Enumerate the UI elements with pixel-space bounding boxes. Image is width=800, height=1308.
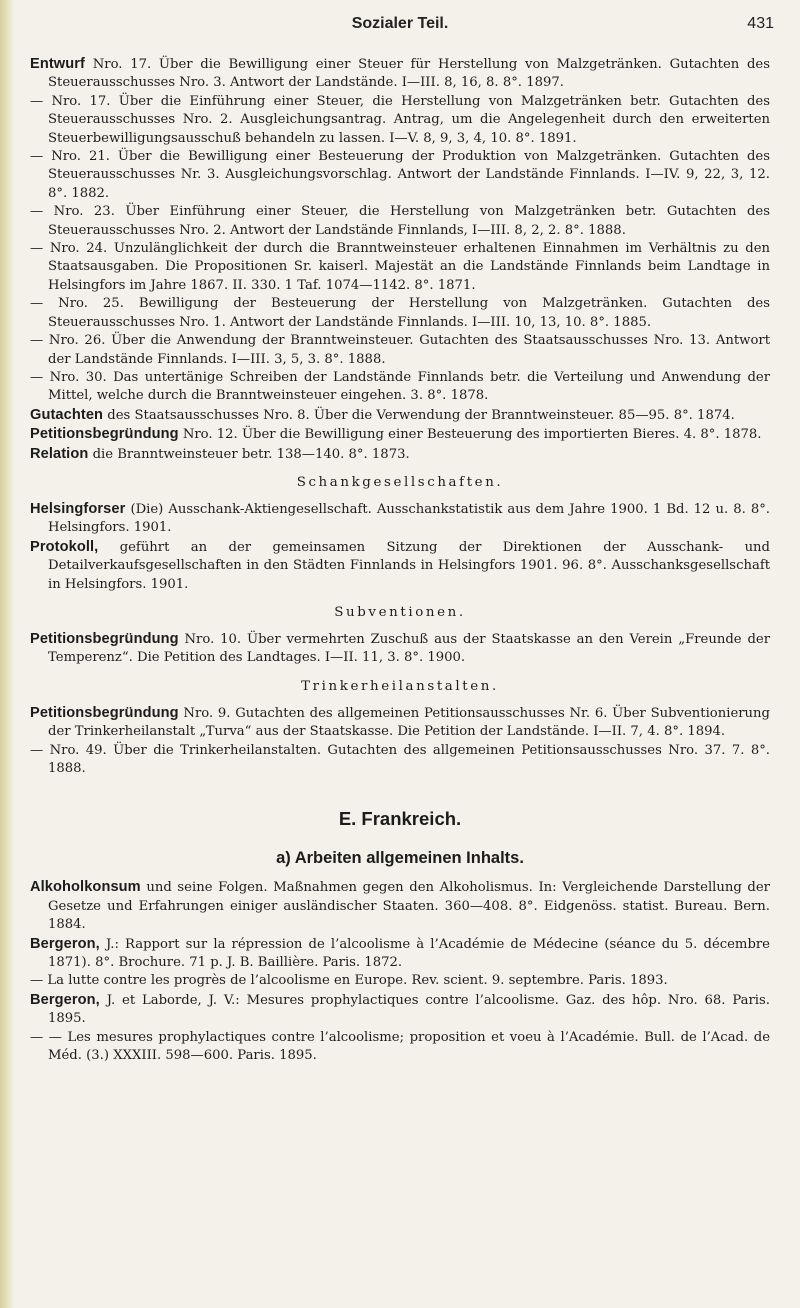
entries-schank — [30, 500, 770, 594]
bib-entry — [30, 406, 770, 425]
entries-frankreich — [30, 878, 770, 1065]
entry-text: — Nro. 25. Bewilligung der Besteuerung der Herstellung von Malzgetränken. Gutachten des Steuerausschusses Nro. 1. Antwort der Landstände Finnlands. I—III. 10, 13, 10. 8°. 1885. — [30, 296, 770, 330]
entry-text: (Die) Ausschank-Aktiengesellschaft. Ausschankstatistik aus dem Jahre 1900. 1 Bd. 12 u. 8. 8°. Helsingfors. 1901. — [48, 501, 770, 536]
entry-text: Nro. 12. Über die Bewilligung einer Besteuerung des importierten Bieres. 4. 8°. 1878. — [182, 427, 762, 443]
section-title-frankreich: E. Frankreich. — [338, 808, 462, 830]
bib-entry — [30, 935, 770, 973]
entry-lead: Gutachten — [30, 406, 104, 423]
bib-entry — [30, 148, 770, 203]
bib-entry — [30, 332, 770, 369]
entry-text: — Nro. 49. Über die Trinkerheilanstalten. Gutachten des allgemeinen Petitionsausschusses Nro. 37. 7. 8°. 1888. — [30, 742, 770, 776]
entry-text: die Branntweinsteuer betr. 138—140. 8°. 1873. — [92, 446, 410, 462]
page-edge-shadow — [0, 0, 14, 1308]
entry-text: Nro. 10. Über vermehrten Zuschuß aus der Staatskasse an den Verein „Freunde der Temperenz“. Die Petition des Landtages. I—II. 11, 3. 8°. 1900. — [48, 631, 770, 666]
entry-text: — Nro. 30. Das untertänige Schreiben der Landstände Finnlands betr. die Verteilung und Anwendung der Mittel, welche durch die Branntweinsteuer eingehen. 3. 8°. 1878. — [30, 369, 770, 404]
bib-entry — [30, 425, 770, 444]
heading-schankgesellschaften: Schankgesellschaften. — [296, 474, 504, 490]
running-head — [0, 12, 800, 38]
bib-entry — [30, 369, 770, 406]
entries-subventionen — [30, 630, 770, 668]
entry-text: des Staatsausschusses Nro. 8. Über die Verwendung der Branntweinsteuer. 85—95. 8°. 1874. — [107, 407, 735, 423]
bib-entry — [30, 538, 770, 594]
page-body — [30, 55, 770, 1065]
bib-entry — [30, 972, 770, 990]
entry-text: — Nro. 21. Über die Bewilligung einer Besteuerung der Produktion von Malzgetränken. Gutachten des Steuerausschusses Nr. 3. Ausgleichungsvorschlag. Antwort der Landstände Finnlands. I—IV. 9, 22, 3, 12. 8°. 1882. — [30, 149, 770, 201]
bib-entry — [30, 445, 770, 464]
entry-lead: Alkoholkonsum — [30, 879, 141, 896]
entry-lead: Bergeron, — [30, 935, 100, 952]
subsection-title-allgemein: a) Arbeiten allgemeinen Inhalts. — [276, 849, 524, 868]
entry-lead: Relation — [30, 445, 89, 462]
entry-text: — Nro. 26. Über die Anwendung der Branntweinsteuer. Gutachten des Staatsausschusses Nro. 13. Antwort der Landstände Finnlands. I—III. 3, 5, 3. 8°. 1888. — [30, 333, 770, 367]
entry-text: und seine Folgen. Maßnahmen gegen den Alkoholismus. In: Vergleichende Darstellung der Gesetze und Erfahrungen einiger ausländischer Staaten. 360—408. 8°. Eidgenöss. statist. Bureau. Bern. 1884. — [48, 880, 770, 933]
entry-lead: Petitionsbegründung — [30, 630, 179, 647]
entry-text: Nro. 17. Über die Bewilligung einer Steuer für Herstellung von Malzgetränken. Gutachten des Steuerausschusses Nro. 3. Antwort der Landstände. I—III. 8, 16, 8. 8°. 1897. — [48, 57, 770, 91]
bib-entry — [30, 878, 770, 934]
entry-lead: Bergeron, — [30, 991, 100, 1008]
entry-text: — Nro. 17. Über die Einführung einer Steuer, die Herstellung von Malzgetränken betr. Gutachten des Steuerausschusses Nro. 2. Ausgleichungsantrag. Antrag, um die Angelegenheit durch den erweiterten Steuerbewilligungsausschuß behandeln zu lassen. I—V. 8, 9, 3, 4, 10. 8°. 1891. — [30, 93, 770, 146]
entry-lead: Helsingforser — [30, 500, 126, 517]
entry-lead: Petitionsbegründung — [30, 704, 179, 721]
entry-text: J.: Rapport sur la répression de l’alcoolisme à l’Académie de Médecine (séance du 5. décembre 1871). 8°. Brochure. 71 p. J. B. Baillière. Paris. 1872. — [48, 936, 770, 971]
entry-text: Nro. 9. Gutachten des allgemeinen Petitionsausschusses Nr. 6. Über Subventionierung der Trinkerheilanstalt „Turva“ aus der Staatskasse. Die Petition der Landstände. I—II. 7, 4. 8°. 1894. — [48, 705, 770, 740]
running-head-title: Sozialer Teil. — [351, 15, 449, 32]
bib-entry — [30, 203, 770, 240]
bib-entry — [30, 742, 770, 779]
entry-lead: Entwurf — [30, 56, 86, 72]
bib-entry — [30, 704, 770, 742]
heading-trinkerheilanstalten: Trinkerheilanstalten. — [301, 678, 499, 694]
bib-entry — [30, 991, 770, 1029]
page-number: 431 — [747, 15, 774, 32]
entry-text: — Nro. 23. Über Einführung einer Steuer, die Herstellung von Malzgetränken betr. Gutachten des Steuerausschusses Nro. 2. Antwort der Landstände Finnlands, I—III. 8, 2, 2. 8°. 1888. — [30, 204, 770, 238]
bib-entry — [30, 55, 770, 93]
entries-trinker — [30, 704, 770, 779]
heading-subventionen: Subventionen. — [334, 604, 466, 620]
entry-text: — — Les mesures prophylactiques contre l’alcoolisme; proposition et voeu à l’Académie. Bull. de l’Acad. de Méd. (3.) XXXIII. 598—600. Paris. 1895. — [30, 1029, 770, 1064]
entry-text: geführt an der gemeinsamen Sitzung der Direktionen der Ausschank- und Detailverkaufsgesellschaften in den Städten Finnlands in Helsingfors 1901. 96. 8°. Ausschanksgesellschaft in Helsingfors. 1901. — [48, 539, 770, 592]
bib-entry — [30, 630, 770, 668]
entry-lead: Protokoll, — [30, 538, 99, 555]
entry-text: — La lutte contre les progrès de l’alcoolisme en Europe. Rev. scient. 9. septembre. Paris. 1893. — [30, 973, 668, 989]
entry-lead: Petitionsbegründung — [30, 426, 179, 443]
bib-entry — [30, 93, 770, 148]
entry-text: J. et Laborde, J. V.: Mesures prophylactiques contre l’alcoolisme. Gaz. des hôp. Nro. 68. Paris. 1895. — [48, 992, 770, 1027]
entries-finland-tax — [30, 55, 770, 464]
bib-entry — [30, 1029, 770, 1066]
bib-entry — [30, 295, 770, 332]
entry-text: — Nro. 24. Unzulänglichkeit der durch die Branntweinsteuer erhaltenen Einnahmen im Verhältnis zu den Staatsausgaben. Die Propositionen Sr. kaiserl. Majestät an die Landstände Finnlands beim Landtage in Helsingfors im Jahre 1867. II. 330. 1 Taf. 1074—1142. 8°. 1871. — [30, 241, 770, 293]
bib-entry — [30, 240, 770, 295]
bib-entry — [30, 500, 770, 538]
